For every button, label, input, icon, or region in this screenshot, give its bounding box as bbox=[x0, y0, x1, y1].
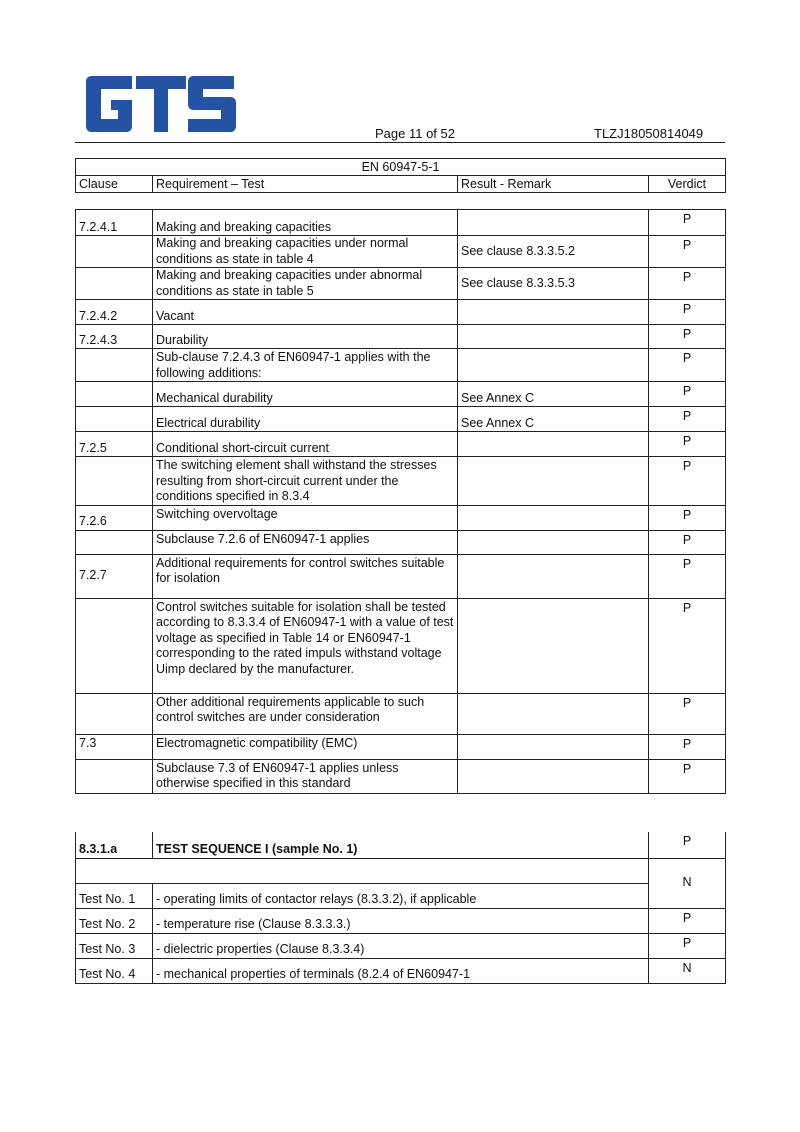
col-header-requirement: Requirement – Test bbox=[153, 176, 458, 193]
test-number: Test No. 4 bbox=[76, 958, 153, 983]
clause-table bbox=[75, 209, 726, 794]
col-header-verdict: Verdict bbox=[649, 176, 726, 193]
sequence-title: TEST SEQUENCE I (sample No. 1) bbox=[153, 832, 649, 858]
requirement-cell: The switching element shall withstand the stresses resulting from short-circuit current under the conditions specified in 8.3.4 bbox=[153, 457, 458, 506]
remark-cell: See clause 8.3.3.5.3 bbox=[458, 268, 649, 300]
verdict-cell: P bbox=[649, 908, 726, 933]
sequence-title-row bbox=[76, 832, 726, 858]
verdict-cell: P bbox=[649, 734, 726, 759]
verdict-cell: N bbox=[649, 858, 726, 908]
verdict-cell: N bbox=[649, 958, 726, 983]
requirement-cell: Subclause 7.2.6 of EN60947-1 applies bbox=[153, 530, 458, 554]
clause-cell bbox=[76, 457, 153, 506]
blank-row bbox=[76, 858, 726, 883]
table-row bbox=[76, 432, 726, 457]
clause-cell: 7.2.5 bbox=[76, 432, 153, 457]
verdict-cell: P bbox=[649, 210, 726, 236]
clause-cell bbox=[76, 407, 153, 432]
verdict-cell: P bbox=[649, 693, 726, 734]
verdict-cell: P bbox=[649, 457, 726, 506]
table-row bbox=[76, 908, 726, 933]
table-row bbox=[76, 505, 726, 530]
table-row bbox=[76, 883, 726, 908]
remark-cell bbox=[458, 505, 649, 530]
verdict-cell: P bbox=[649, 325, 726, 349]
verdict-cell: P bbox=[649, 382, 726, 407]
standard-title: EN 60947-5-1 bbox=[76, 159, 726, 176]
clause-cell: 7.2.4.1 bbox=[76, 210, 153, 236]
table-row bbox=[76, 759, 726, 793]
table-row bbox=[76, 554, 726, 598]
clause-cell: 7.2.6 bbox=[76, 505, 153, 530]
table-row bbox=[76, 210, 726, 236]
col-header-remark: Result - Remark bbox=[458, 176, 649, 193]
verdict-cell: P bbox=[649, 349, 726, 382]
clause-cell: 7.2.7 bbox=[76, 554, 153, 598]
col-header-clause: Clause bbox=[76, 176, 153, 193]
test-description: - operating limits of contactor relays (8.3.3.2), if applicable bbox=[153, 883, 649, 908]
verdict-cell: P bbox=[649, 598, 726, 693]
page-number: Page 11 of 52 bbox=[375, 126, 455, 141]
requirement-cell: Mechanical durability bbox=[153, 382, 458, 407]
table-row bbox=[76, 236, 726, 268]
clause-cell: 7.2.4.2 bbox=[76, 300, 153, 325]
clause-cell: 7.3 bbox=[76, 734, 153, 759]
requirement-cell: Electromagnetic compatibility (EMC) bbox=[153, 734, 458, 759]
remark-cell bbox=[458, 210, 649, 236]
clause-cell bbox=[76, 349, 153, 382]
standard-header-table bbox=[75, 158, 726, 193]
verdict-cell: P bbox=[649, 236, 726, 268]
requirement-cell: Control switches suitable for isolation shall be tested according to 8.3.3.4 of EN60947-1 with a value of test voltage as specified in Table 14 or EN60947-1 corresponding to the rated impuls withstand voltage Uimp declared by the manufacturer. bbox=[153, 598, 458, 693]
sequence-verdict: P bbox=[649, 832, 726, 858]
remark-cell bbox=[458, 693, 649, 734]
remark-cell bbox=[458, 530, 649, 554]
verdict-cell: P bbox=[649, 530, 726, 554]
table-row bbox=[76, 598, 726, 693]
requirement-cell: Making and breaking capacities under abnormal conditions as state in table 5 bbox=[153, 268, 458, 300]
remark-cell bbox=[458, 349, 649, 382]
requirement-cell: Durability bbox=[153, 325, 458, 349]
verdict-cell: P bbox=[649, 759, 726, 793]
table-row bbox=[76, 958, 726, 983]
remark-cell bbox=[458, 457, 649, 506]
header-divider bbox=[75, 142, 725, 143]
clause-cell bbox=[76, 236, 153, 268]
clause-cell bbox=[76, 693, 153, 734]
table-row bbox=[76, 382, 726, 407]
table-row bbox=[76, 300, 726, 325]
test-sequence-table bbox=[75, 832, 726, 984]
table-row bbox=[76, 933, 726, 958]
verdict-cell: P bbox=[649, 268, 726, 300]
remark-cell bbox=[458, 734, 649, 759]
requirement-cell: Subclause 7.3 of EN60947-1 applies unless otherwise specified in this standard bbox=[153, 759, 458, 793]
test-description: - mechanical properties of terminals (8.2.4 of EN60947-1 bbox=[153, 958, 649, 983]
table-row bbox=[76, 325, 726, 349]
verdict-cell: P bbox=[649, 505, 726, 530]
requirement-cell: Sub-clause 7.2.4.3 of EN60947-1 applies with the following additions: bbox=[153, 349, 458, 382]
test-description: - dielectric properties (Clause 8.3.3.4) bbox=[153, 933, 649, 958]
remark-cell bbox=[458, 325, 649, 349]
verdict-cell: P bbox=[649, 554, 726, 598]
remark-cell bbox=[458, 598, 649, 693]
report-number: TLZJ18050814049 bbox=[594, 126, 704, 141]
remark-cell: See Annex C bbox=[458, 407, 649, 432]
requirement-cell: Switching overvoltage bbox=[153, 505, 458, 530]
clause-cell: 7.2.4.3 bbox=[76, 325, 153, 349]
blank-cell bbox=[76, 858, 649, 883]
remark-cell bbox=[458, 432, 649, 457]
requirement-cell: Making and breaking capacities bbox=[153, 210, 458, 236]
requirement-cell: Other additional requirements applicable to such control switches are under consideration bbox=[153, 693, 458, 734]
table-row bbox=[76, 530, 726, 554]
table-row bbox=[76, 457, 726, 506]
test-description: - temperature rise (Clause 8.3.3.3.) bbox=[153, 908, 649, 933]
test-number: Test No. 3 bbox=[76, 933, 153, 958]
requirement-cell: Electrical durability bbox=[153, 407, 458, 432]
clause-cell bbox=[76, 759, 153, 793]
requirement-cell: Conditional short-circuit current bbox=[153, 432, 458, 457]
table-row bbox=[76, 268, 726, 300]
verdict-cell: P bbox=[649, 432, 726, 457]
remark-cell: See clause 8.3.3.5.2 bbox=[458, 236, 649, 268]
remark-cell bbox=[458, 300, 649, 325]
requirement-cell: Vacant bbox=[153, 300, 458, 325]
gts-logo bbox=[84, 76, 238, 132]
test-number: Test No. 2 bbox=[76, 908, 153, 933]
verdict-cell: P bbox=[649, 933, 726, 958]
remark-cell bbox=[458, 554, 649, 598]
clause-cell bbox=[76, 530, 153, 554]
clause-cell bbox=[76, 598, 153, 693]
table-row bbox=[76, 349, 726, 382]
remark-cell: See Annex C bbox=[458, 382, 649, 407]
verdict-cell: P bbox=[649, 300, 726, 325]
sequence-clause: 8.3.1.a bbox=[76, 832, 153, 858]
requirement-cell: Making and breaking capacities under normal conditions as state in table 4 bbox=[153, 236, 458, 268]
table-row bbox=[76, 693, 726, 734]
table-row bbox=[76, 734, 726, 759]
test-number: Test No. 1 bbox=[76, 883, 153, 908]
requirement-cell: Additional requirements for control switches suitable for isolation bbox=[153, 554, 458, 598]
remark-cell bbox=[458, 759, 649, 793]
clause-cell bbox=[76, 268, 153, 300]
table-row bbox=[76, 407, 726, 432]
verdict-cell: P bbox=[649, 407, 726, 432]
clause-cell bbox=[76, 382, 153, 407]
